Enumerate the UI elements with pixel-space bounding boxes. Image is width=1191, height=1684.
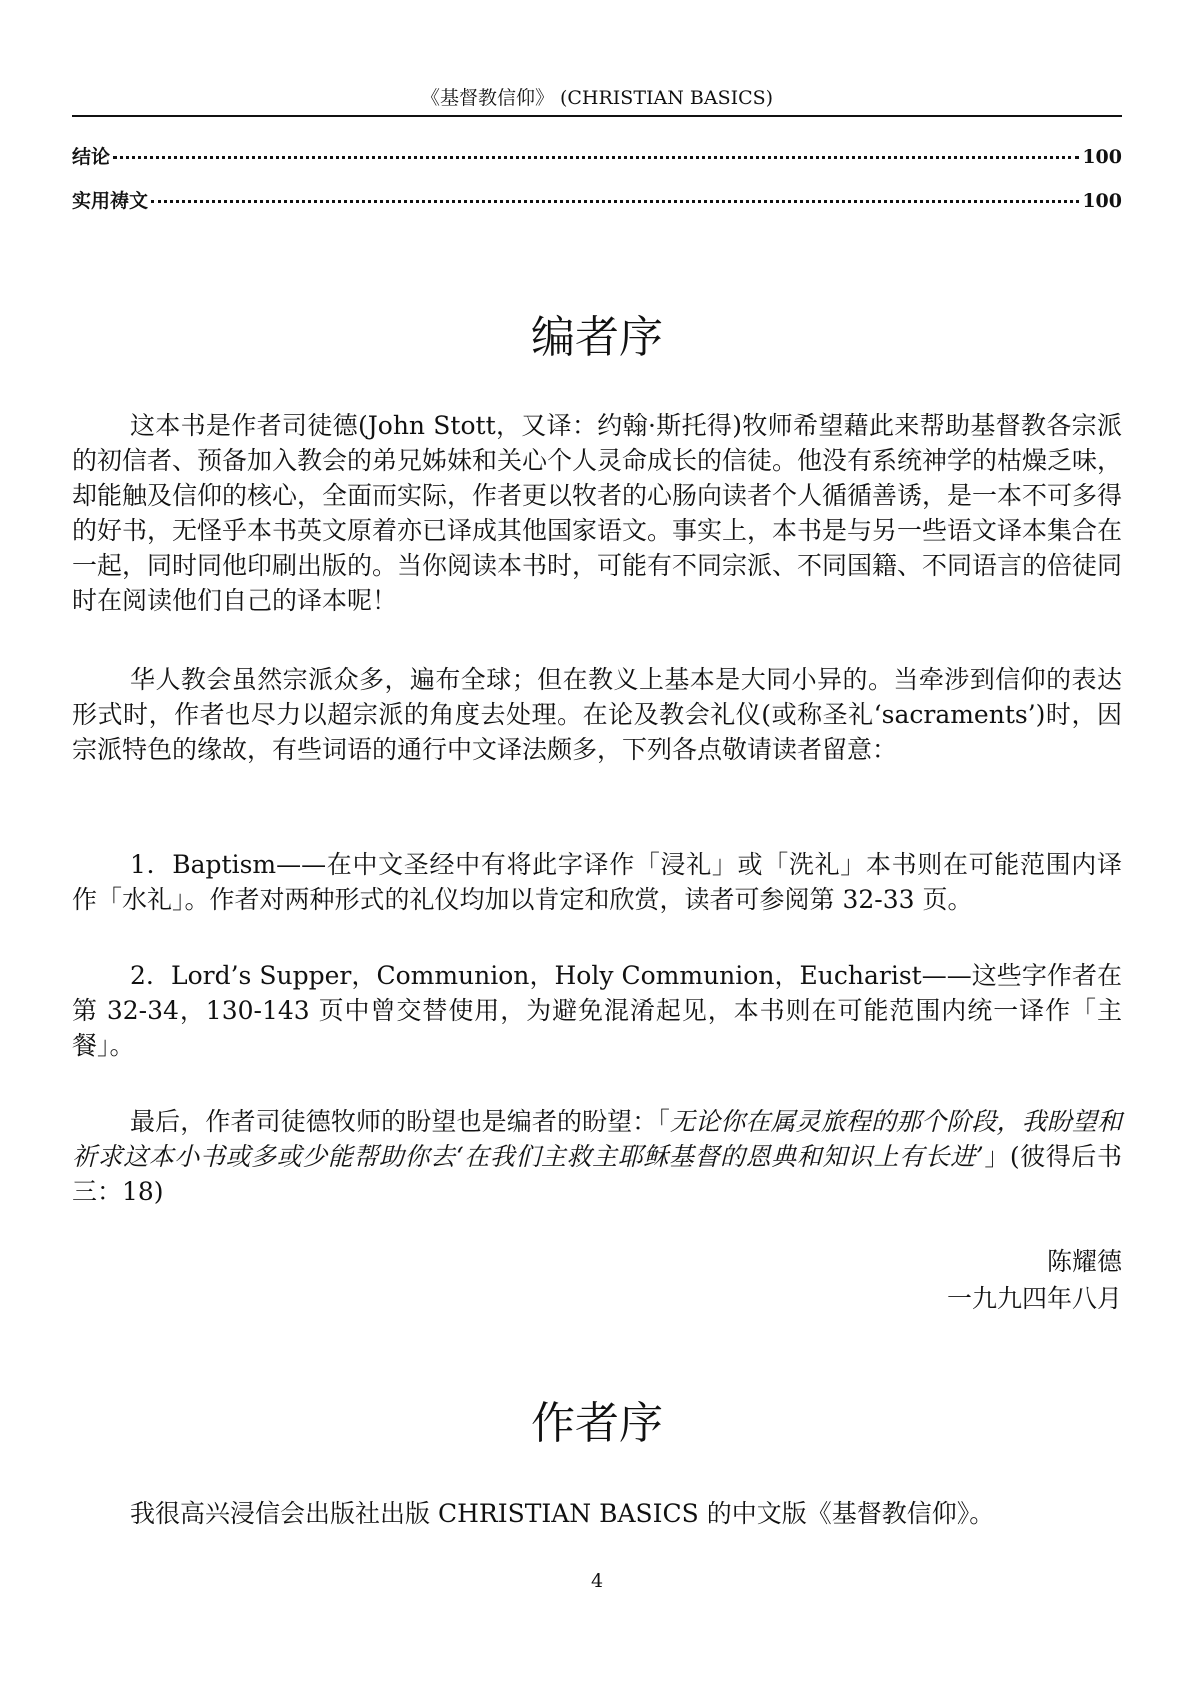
closing-quote: 无论你在属灵旅程的那个阶段，我盼望和祈求这本小书或多或少能帮助你去‘在我们主救主耶稣基督的恩典和知识上有长进’ (72, 1107, 1122, 1171)
toc-entry-label: 结论 (72, 146, 111, 168)
editor-preface-title: 编者序 (531, 312, 663, 363)
editor-preface-closing (72, 1104, 1122, 1209)
toc-entry-page: 100 (1082, 190, 1122, 212)
signature-name: 陈耀德 (1046, 1247, 1122, 1276)
page-number: 4 (590, 1570, 604, 1592)
toc-entry-page: 100 (1082, 146, 1122, 168)
author-preface-title: 作者序 (531, 1398, 663, 1449)
closing-lead: 最后，作者司徒德牧师的盼望也是编者的盼望：「 (130, 1107, 671, 1136)
author-preface-paragraph: 我很高兴浸信会出版社出版 CHRISTIAN BASICS 的中文版《基督教信仰》。 (130, 1499, 995, 1528)
toc-entry[interactable] (72, 142, 1122, 186)
signature-date: 一九九四年八月 (946, 1284, 1122, 1313)
running-header (72, 84, 1122, 117)
toc-entry-label: 实用祷文 (72, 190, 149, 212)
toc-leader-dots (113, 156, 1079, 159)
running-header-title: 《基督教信仰》 (CHRISTIAN BASICS) (420, 87, 774, 109)
editor-preface-paragraph: 1．Baptism——在中文圣经中有将此字译作「浸礼」或「洗礼」本书则在可能范围内译作「水礼」。作者对两种形式的礼仪均加以肯定和欣赏，读者可参阅第 32-33 页。 (72, 850, 1122, 914)
table-of-contents (72, 142, 1122, 230)
editor-preface-paragraph: 2．Lord’s Supper，Communion，Holy Communion，Eucharist——这些字作者在第 32-34，130-143 页中曾交替使用，为避免混淆起见，本书则在可能范围内统一译作「主餐」。 (72, 961, 1122, 1060)
editor-preface-paragraph: 华人教会虽然宗派众多，遍布全球；但在教义上基本是大同小异的。当牵涉到信仰的表达形式时，作者也尽力以超宗派的角度去处理。在论及教会礼仪(或称圣礼‘sacraments’)时，因宗派特色的缘故，有些词语的通行中文译法颇多，下列各点敬请读者留意： (72, 665, 1122, 764)
toc-leader-dots (151, 200, 1079, 203)
toc-entry[interactable] (72, 186, 1122, 230)
editor-preface-paragraph: 这本书是作者司徒德(John Stott，又译：约翰·斯托得)牧师希望藉此来帮助基督教各宗派的初信者、预备加入教会的弟兄姊妹和关心个人灵命成长的信徒。他没有系统神学的枯燥乏味，却能触及信仰的核心，全面而实际，作者更以牧者的心肠向读者个人循循善诱，是一本不可多得的好书，无怪乎本书英文原着亦已译成其他国家语文。事实上，本书是与另一些语文译本集合在一起，同时同他印刷出版的。当你阅读本书时，可能有不同宗派、不同国籍、不同语言的倍徒同时在阅读他们自己的译本呢！ (72, 411, 1123, 615)
closing-tail: 」(彼得后书三：18) (72, 1142, 1122, 1206)
